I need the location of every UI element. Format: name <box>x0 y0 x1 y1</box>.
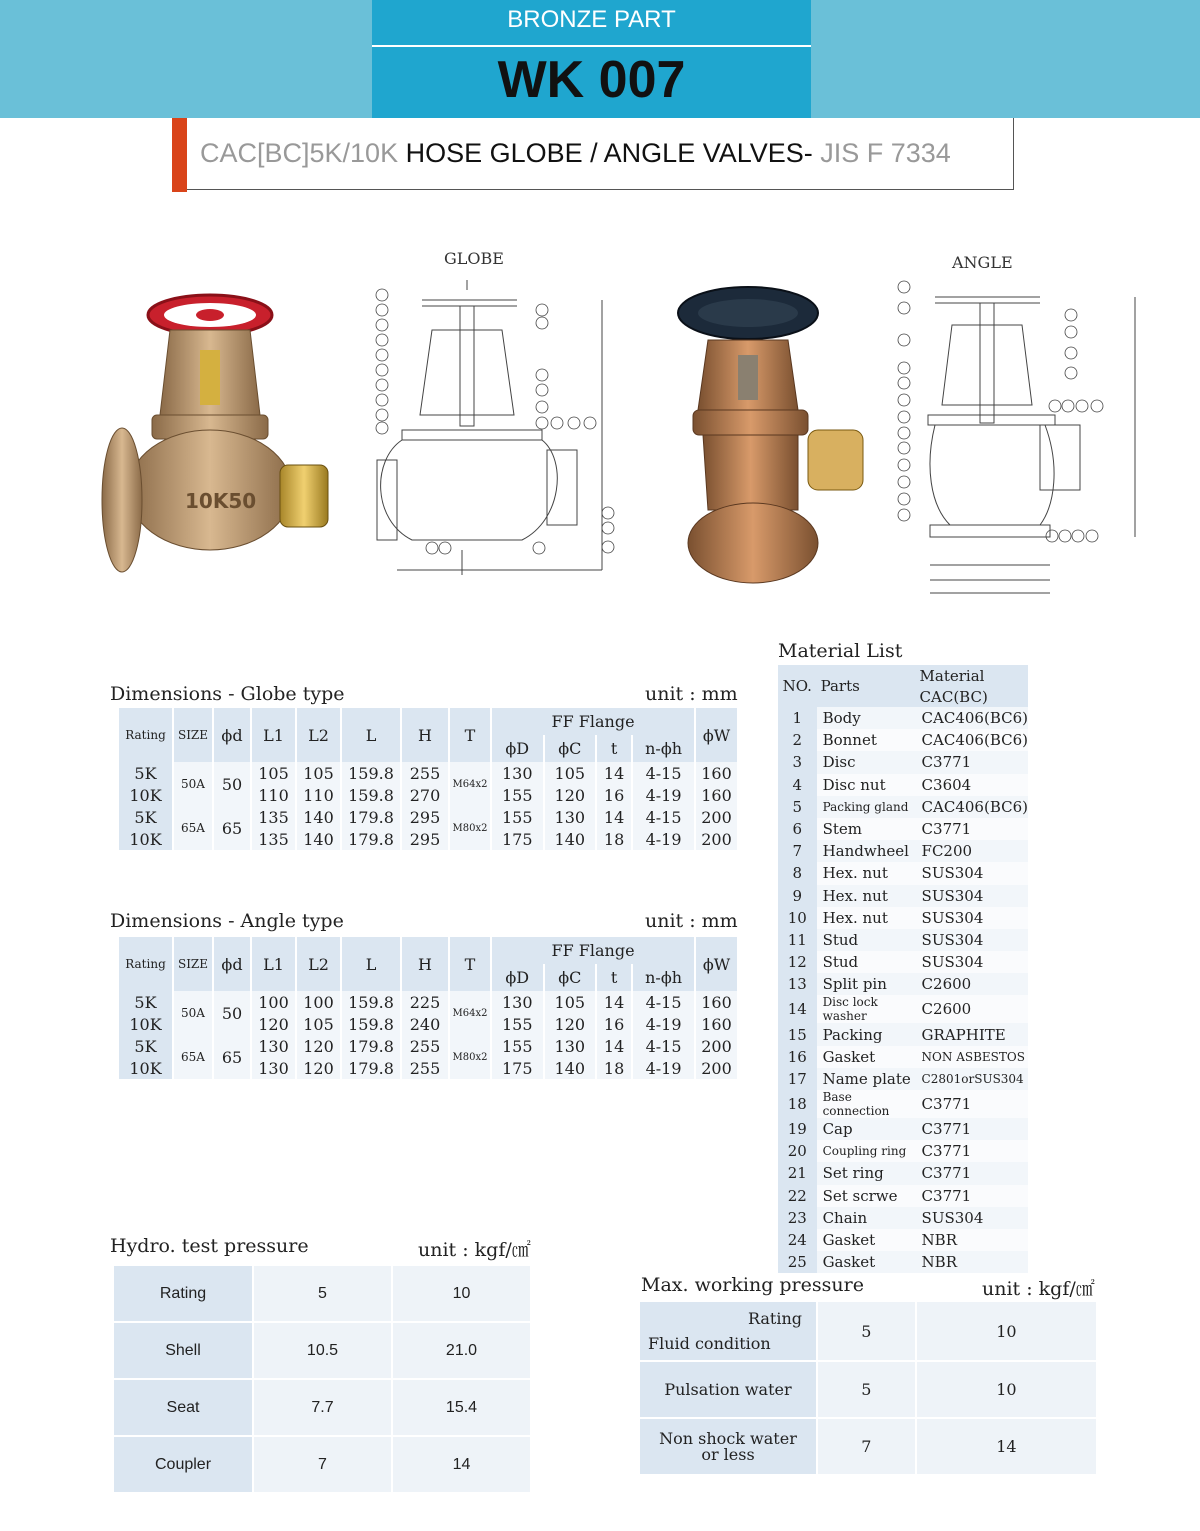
table-row: 11 Stud SUS304 <box>778 929 1028 951</box>
globe-dimensions-unit: unit : mm <box>645 683 738 705</box>
corner-header <box>639 1301 817 1361</box>
subtitle-prefix: CAC[BC]5K/10K <box>200 138 406 168</box>
subtitle-accent-bar <box>172 118 187 192</box>
table-row: Rating Fluid condition 5 10 <box>639 1301 1097 1361</box>
header-flange-t: t <box>596 964 632 991</box>
material-list-title: Material List <box>778 640 903 662</box>
header-parts: Parts <box>817 665 916 707</box>
table-row: 5 Packing gland CAC406(BC6) <box>778 796 1028 818</box>
angle-dimensions-unit: unit : mm <box>645 910 738 932</box>
header-l1: L1 <box>251 937 296 991</box>
header-l: L <box>341 937 401 991</box>
header-size: SIZE <box>173 937 213 991</box>
table-row: Seat 7.7 15.4 <box>113 1379 531 1436</box>
header-size: SIZE <box>173 708 213 762</box>
header-l2: L2 <box>296 937 341 991</box>
header-ff-flange: FF Flange <box>491 708 695 735</box>
table-row: 18 Base connection C3771 <box>778 1090 1028 1118</box>
title-divider <box>372 45 811 47</box>
corner-fluid-label: Fluid condition <box>648 1334 771 1353</box>
table-row: 4 Disc nut C3604 <box>778 774 1028 796</box>
header-flange-d: ϕD <box>491 964 544 991</box>
header-rating: Rating <box>118 937 173 991</box>
hydro-test-title: Hydro. test pressure <box>110 1235 309 1257</box>
globe-drawing-label: GLOBE <box>444 249 504 268</box>
body-casting-mark: 10K50 <box>185 489 257 513</box>
table-row: 10K 110 110 159.8 270 155 120 16 4-19 160 <box>118 784 737 806</box>
table-row: 20 Coupling ring C3771 <box>778 1140 1028 1162</box>
header-material: Material <box>916 665 1028 686</box>
table-row: Pulsation water 5 10 <box>639 1361 1097 1418</box>
hydro-test-unit: unit : kgf/㎠ <box>418 1239 531 1261</box>
header-flange-c: ϕC <box>544 735 597 762</box>
table-row: 10K 130 120 179.8 255 175 140 18 4-19 200 <box>118 1057 737 1079</box>
header-t: T <box>449 937 491 991</box>
header-l2: L2 <box>296 708 341 762</box>
angle-technical-drawing <box>880 275 1145 597</box>
globe-dimensions-table <box>117 708 737 850</box>
table-row: 13 Split pin C2600 <box>778 973 1028 995</box>
header-h: H <box>401 937 449 991</box>
header-rating: Rating <box>118 708 173 762</box>
product-subtitle <box>200 138 951 169</box>
table-row: 10K 135 140 179.8 295 175 140 18 4-19 200 <box>118 828 737 850</box>
header-h: H <box>401 708 449 762</box>
table-row: 15 Packing GRAPHITE <box>778 1023 1028 1045</box>
table-row: 23 Chain SUS304 <box>778 1207 1028 1229</box>
table-row: 16 Gasket NON ASBESTOS <box>778 1046 1028 1068</box>
table-row: 25 Gasket NBR <box>778 1251 1028 1273</box>
model-code: WK 007 <box>497 51 686 109</box>
header-flange-nh: n-ϕh <box>632 735 695 762</box>
table-row: 5K 50A 50 100 100 159.8 225 M64x2 130 105 14 4-15 160 <box>118 991 737 1013</box>
table-row: Shell 10.5 21.0 <box>113 1322 531 1379</box>
angle-drawing-label: ANGLE <box>952 253 1013 272</box>
table-row: 2 Bonnet CAC406(BC6) <box>778 729 1028 751</box>
corner-rating-label: Rating <box>747 1309 802 1328</box>
globe-valve-photo <box>100 290 340 580</box>
table-row: 17 Name plate C2801orSUS304 <box>778 1068 1028 1090</box>
working-pressure-unit: unit : kgf/㎠ <box>982 1278 1095 1300</box>
angle-dimensions-table <box>117 937 737 1079</box>
header-flange-nh: n-ϕh <box>632 964 695 991</box>
table-row: Coupler 7 14 <box>113 1436 531 1493</box>
hydro-test-table <box>112 1264 532 1494</box>
angle-valve-photo <box>668 285 878 585</box>
working-pressure-table <box>638 1300 1098 1476</box>
header-flange-d: ϕD <box>491 735 544 762</box>
table-row: 19 Cap C3771 <box>778 1118 1028 1140</box>
globe-technical-drawing <box>352 270 622 590</box>
table-row: 12 Stud SUS304 <box>778 951 1028 973</box>
table-row: 22 Set scrwe C3771 <box>778 1185 1028 1207</box>
header-material-grade: CAC(BC) <box>916 686 1028 707</box>
table-row: 7 Handwheel FC200 <box>778 840 1028 862</box>
material-rows <box>778 707 1028 1273</box>
header-w: ϕW <box>695 937 737 991</box>
header-no: NO. <box>778 665 817 707</box>
table-row: 5K 65A 65 135 140 179.8 295 M80x2 155 130 14 4-15 200 <box>118 806 737 828</box>
globe-dimensions-title: Dimensions - Globe type <box>110 683 345 705</box>
table-row: 8 Hex. nut SUS304 <box>778 862 1028 884</box>
table-row: 1 Body CAC406(BC6) <box>778 707 1028 729</box>
header-l: L <box>341 708 401 762</box>
subtitle-main: HOSE GLOBE / ANGLE VALVES- <box>405 138 813 168</box>
table-row: 10 Hex. nut SUS304 <box>778 907 1028 929</box>
table-row: 5K 50A 50 105 105 159.8 255 M64x2 130 105 14 4-15 160 <box>118 762 737 784</box>
table-row: 24 Gasket NBR <box>778 1229 1028 1251</box>
table-row: Non shock water or less 7 14 <box>639 1418 1097 1475</box>
header-flange-c: ϕC <box>544 964 597 991</box>
table-row: 6 Stem C3771 <box>778 818 1028 840</box>
table-row: Rating 5 10 <box>113 1265 531 1322</box>
material-list-table <box>778 665 1028 1273</box>
header-w: ϕW <box>695 708 737 762</box>
section-label: BRONZE PART <box>507 6 676 33</box>
table-row: 21 Set ring C3771 <box>778 1162 1028 1184</box>
header-ff-flange: FF Flange <box>491 937 695 964</box>
header-l1: L1 <box>251 708 296 762</box>
header-flange-t: t <box>596 735 632 762</box>
table-row: 14 Disc lock washer C2600 <box>778 995 1028 1023</box>
subtitle-standard: JIS F 7334 <box>812 138 951 168</box>
working-pressure-title: Max. working pressure <box>641 1274 864 1296</box>
table-row: 3 Disc C3771 <box>778 751 1028 773</box>
header-d: ϕd <box>213 937 251 991</box>
angle-body <box>703 435 798 510</box>
table-row: 9 Hex. nut SUS304 <box>778 885 1028 907</box>
header-d: ϕd <box>213 708 251 762</box>
angle-dimensions-title: Dimensions - Angle type <box>110 910 344 932</box>
table-row: 10K 120 105 159.8 240 155 120 16 4-19 160 <box>118 1013 737 1035</box>
table-row: 5K 65A 65 130 120 179.8 255 M80x2 155 130 14 4-15 200 <box>118 1035 737 1057</box>
header-t: T <box>449 708 491 762</box>
